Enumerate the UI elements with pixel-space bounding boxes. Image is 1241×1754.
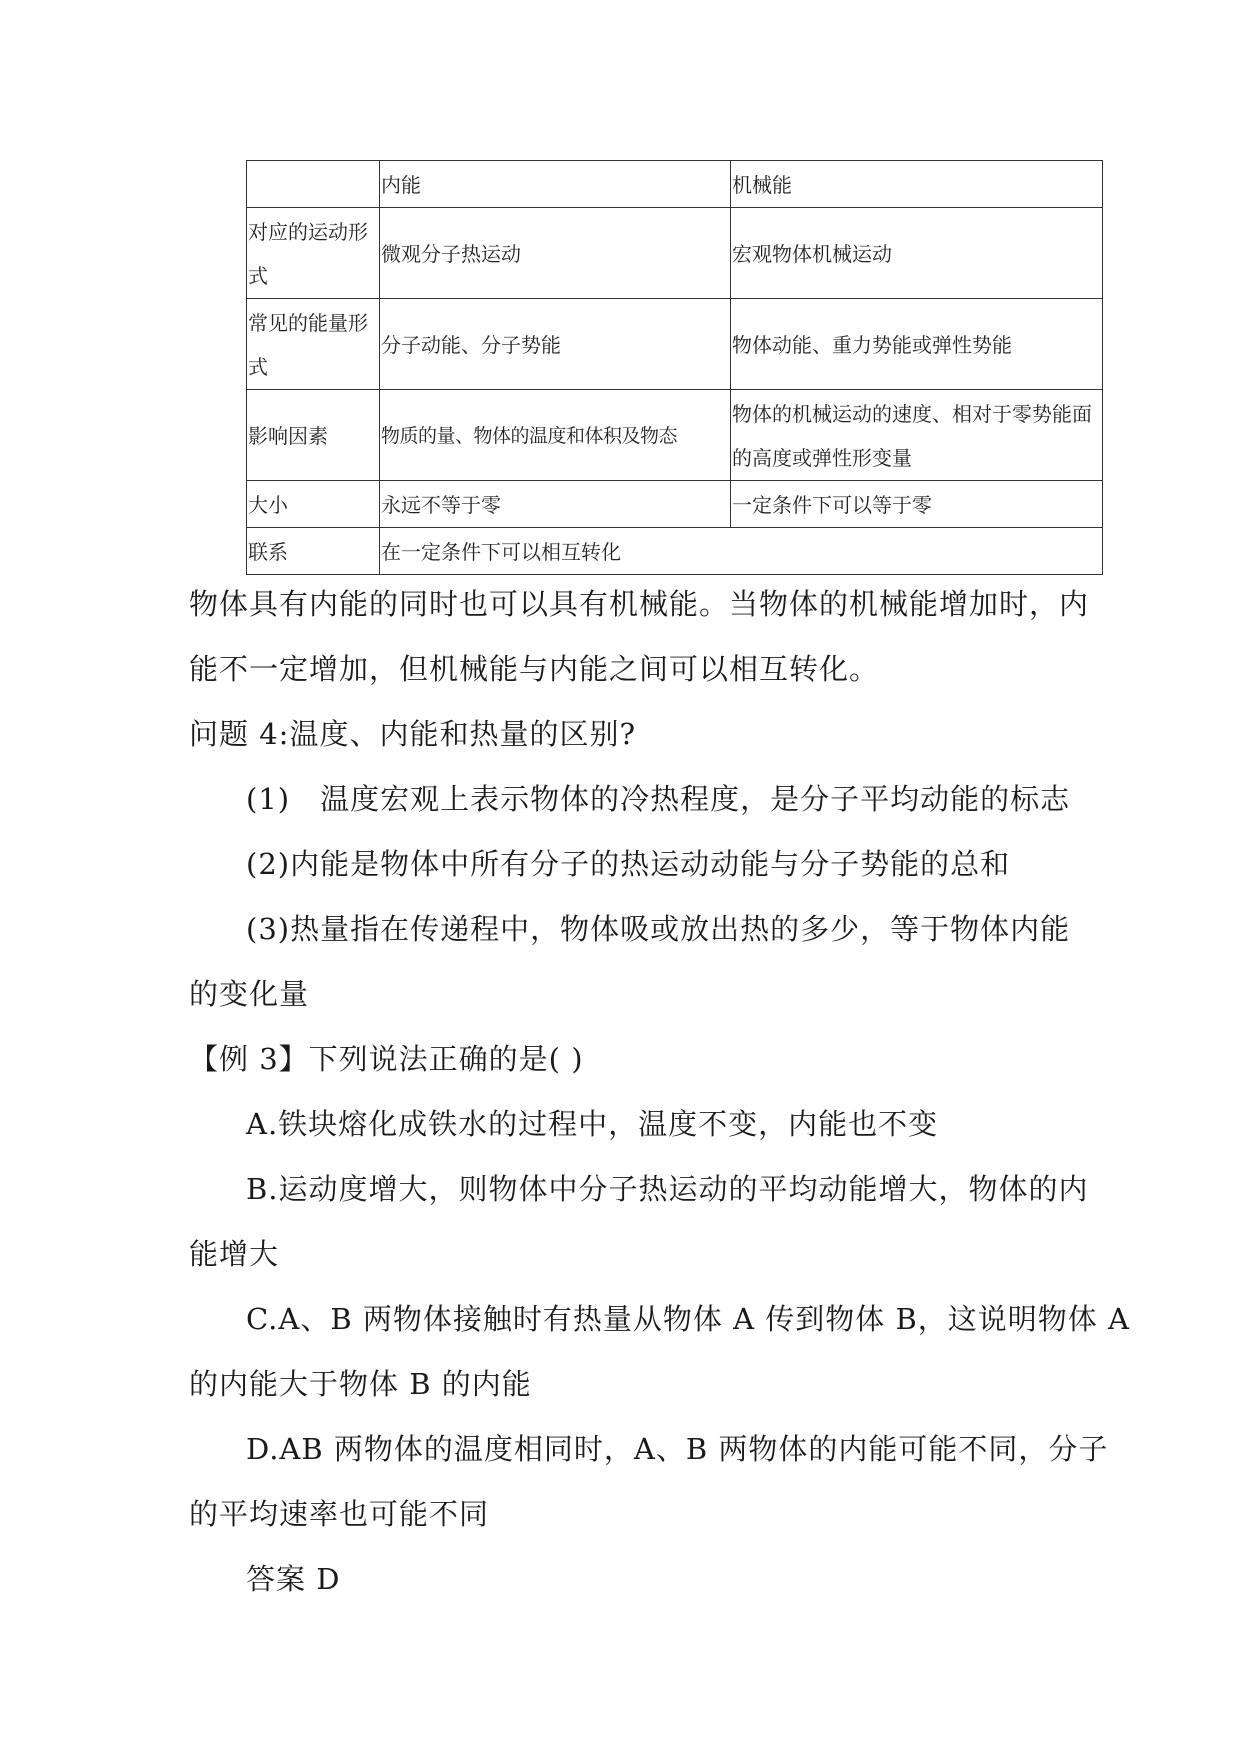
internal-cell: 微观分子热运动 <box>380 208 731 299</box>
row-label: 大小 <box>247 481 380 528</box>
item-3-line-2: 的变化量 <box>189 977 310 1011</box>
option-a: A.铁块熔化成铁水的过程中，温度不变，内能也不变 <box>246 1107 939 1141</box>
item-2: (2)内能是物体中所有分子的热运动动能与分子势能的总和 <box>246 847 1011 881</box>
item-3-line-1: (3)热量指在传递程中，物体吸或放出热的多少，等于物体内能 <box>246 912 1071 946</box>
mechanical-cell: 宏观物体机械运动 <box>731 208 1103 299</box>
comparison-table <box>246 160 1103 575</box>
header-cell-empty <box>247 161 380 208</box>
header-cell-mechanical-energy: 机械能 <box>731 161 1103 208</box>
mechanical-cell: 一定条件下可以等于零 <box>731 481 1103 528</box>
internal-cell: 物质的量、物体的温度和体积及物态 <box>380 390 731 481</box>
row-label: 对应的运动形式 <box>247 208 380 299</box>
item-1: (1) 温度宏观上表示物体的冷热程度，是分子平均动能的标志 <box>246 782 1071 816</box>
header-cell-internal-energy: 内能 <box>380 161 731 208</box>
table-row <box>247 208 1103 299</box>
table-header-row <box>247 161 1103 208</box>
table-row <box>247 481 1103 528</box>
row-label: 常见的能量形式 <box>247 299 380 390</box>
option-b-line-1: B.运动度增大，则物体中分子热运动的平均动能增大，物体的内 <box>246 1172 1089 1206</box>
mechanical-cell: 物体动能、重力势能或弹性势能 <box>731 299 1103 390</box>
example-3-heading: 【例 3】下列说法正确的是( ) <box>189 1042 584 1076</box>
intro-line-2: 能不一定增加，但机械能与内能之间可以相互转化。 <box>189 652 880 686</box>
option-d-line-1: D.AB 两物体的温度相同时，A、B 两物体的内能可能不同，分子 <box>246 1432 1109 1466</box>
answer: 答案 D <box>246 1562 341 1596</box>
merged-cell: 在一定条件下可以相互转化 <box>380 528 1103 575</box>
internal-cell: 分子动能、分子势能 <box>380 299 731 390</box>
table-row <box>247 528 1103 575</box>
option-d-line-2: 的平均速率也可能不同 <box>189 1497 490 1531</box>
internal-cell: 永远不等于零 <box>380 481 731 528</box>
row-label: 影响因素 <box>247 390 380 481</box>
mechanical-cell: 物体的机械运动的速度、相对于零势能面的高度或弹性形变量 <box>731 390 1103 481</box>
question-4-heading: 问题 4:温度、内能和热量的区别? <box>189 717 636 751</box>
option-c-line-1: C.A、B 两物体接触时有热量从物体 A 传到物体 B，这说明物体 A <box>246 1302 1130 1336</box>
option-c-line-2: 的内能大于物体 B 的内能 <box>189 1367 532 1401</box>
option-b-line-2: 能增大 <box>189 1237 280 1271</box>
table-row <box>247 390 1103 481</box>
table-row <box>247 299 1103 390</box>
intro-line-1: 物体具有内能的同时也可以具有机械能。当物体的机械能增加时，内 <box>189 587 1090 621</box>
row-label: 联系 <box>247 528 380 575</box>
